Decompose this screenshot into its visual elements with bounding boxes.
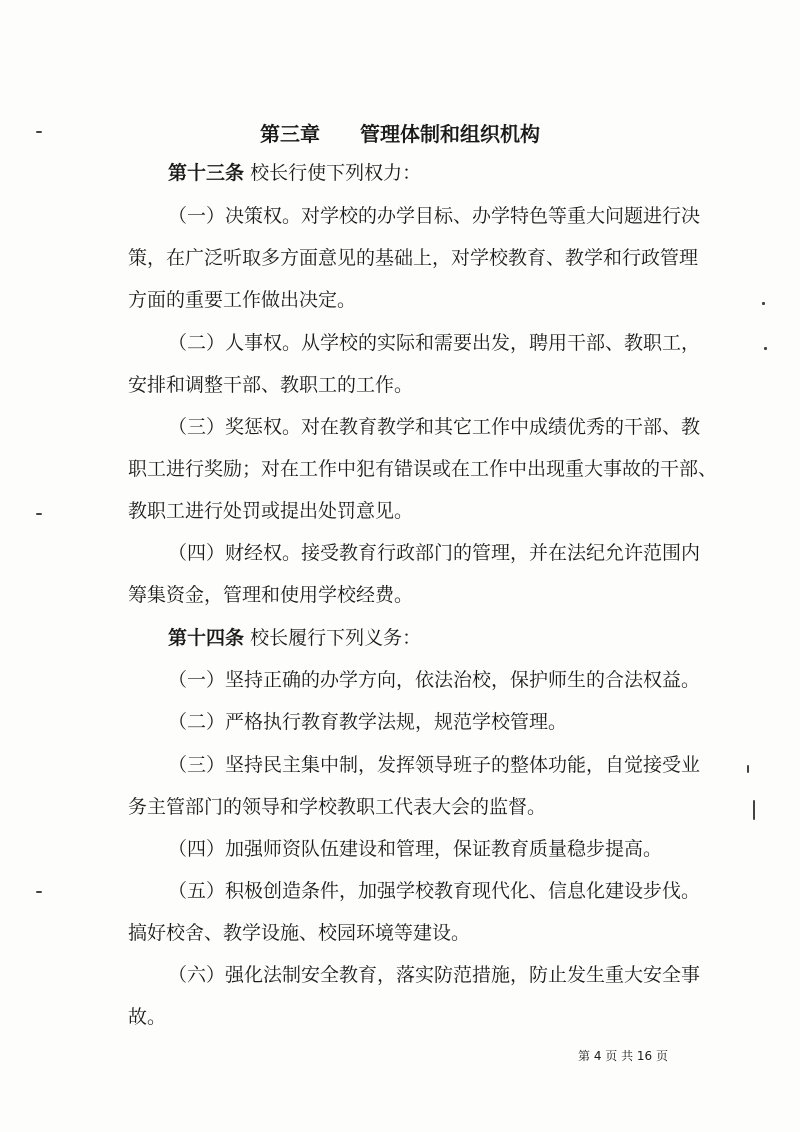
paragraph-line: （四）加强师资队伍建设和管理，保证教育质量稳步提高。 [168, 838, 663, 860]
paragraph-line: 方面的重要工作做出决定。 [128, 289, 357, 311]
paragraph-line: （六）强化法制安全教育，落实防范措施，防止发生重大安全事 [168, 964, 701, 986]
chapter-heading [0, 118, 800, 147]
scan-speck [747, 765, 749, 773]
paragraph-line: （一）决策权。对学校的办学目标、办学特色等重大问题进行决 [168, 205, 701, 227]
paragraph-line: （二）人事权。从学校的实际和需要出发，聘用干部、教职工， [168, 332, 701, 354]
paragraph-line: 安排和调整干部、教职工的工作。 [128, 374, 414, 396]
paragraph-line: （一）坚持正确的办学方向，依法治校，保护师生的合法权益。 [168, 669, 701, 691]
paragraph-line: （四）财经权。接受教育行政部门的管理，并在法纪允许范围内 [168, 542, 701, 564]
paragraph-line: 筹集资金，管理和使用学校经费。 [128, 584, 414, 606]
scan-speck [36, 891, 42, 893]
article-13-intro [168, 160, 728, 186]
scan-speck [36, 131, 42, 133]
paragraph-line: （三）坚持民主集中制，发挥领导班子的整体功能，自觉接受业 [168, 754, 701, 776]
paragraph-line: 搞好校舍、教学设施、校园环境等建设。 [128, 922, 471, 944]
article-13-label: 第十三条 [168, 162, 245, 184]
article-14-intro [168, 625, 728, 651]
paragraph-line: （三）奖惩权。对在教育教学和其它工作中成绩优秀的干部、教 [168, 416, 701, 438]
scan-speck [764, 347, 767, 350]
paragraph-line: 故。 [128, 1006, 167, 1028]
paragraph-line: （二）严格执行教育教学法规，规范学校管理。 [168, 711, 568, 733]
paragraph-line: 策，在广泛听取多方面意见的基础上，对学校教育、教学和行政管理 [128, 247, 699, 269]
paragraph-line: （五）积极创造条件，加强学校教育现代化、信息化建设步伐。 [168, 880, 701, 902]
scan-speck [753, 800, 755, 820]
page-footer: 第 4 页 共 16 页 [578, 1049, 668, 1063]
chapter-title: 管理体制和组织机构 [360, 122, 540, 146]
scan-speck [762, 302, 765, 305]
scan-speck [36, 513, 42, 515]
paragraph-line: 务主管部门的领导和学校教职工代表大会的监督。 [128, 796, 547, 818]
chapter-number: 第三章 [260, 122, 320, 146]
article-13-intro-text: 校长行使下列权力： [250, 162, 422, 184]
article-14-label: 第十四条 [168, 627, 245, 649]
paragraph-line: 教职工进行处罚或提出处罚意见。 [128, 500, 414, 522]
paragraph-line: 职工进行奖励；对在工作中犯有错误或在工作中出现重大事故的干部、 [128, 458, 718, 480]
article-14-intro-text: 校长履行下列义务： [250, 627, 422, 649]
